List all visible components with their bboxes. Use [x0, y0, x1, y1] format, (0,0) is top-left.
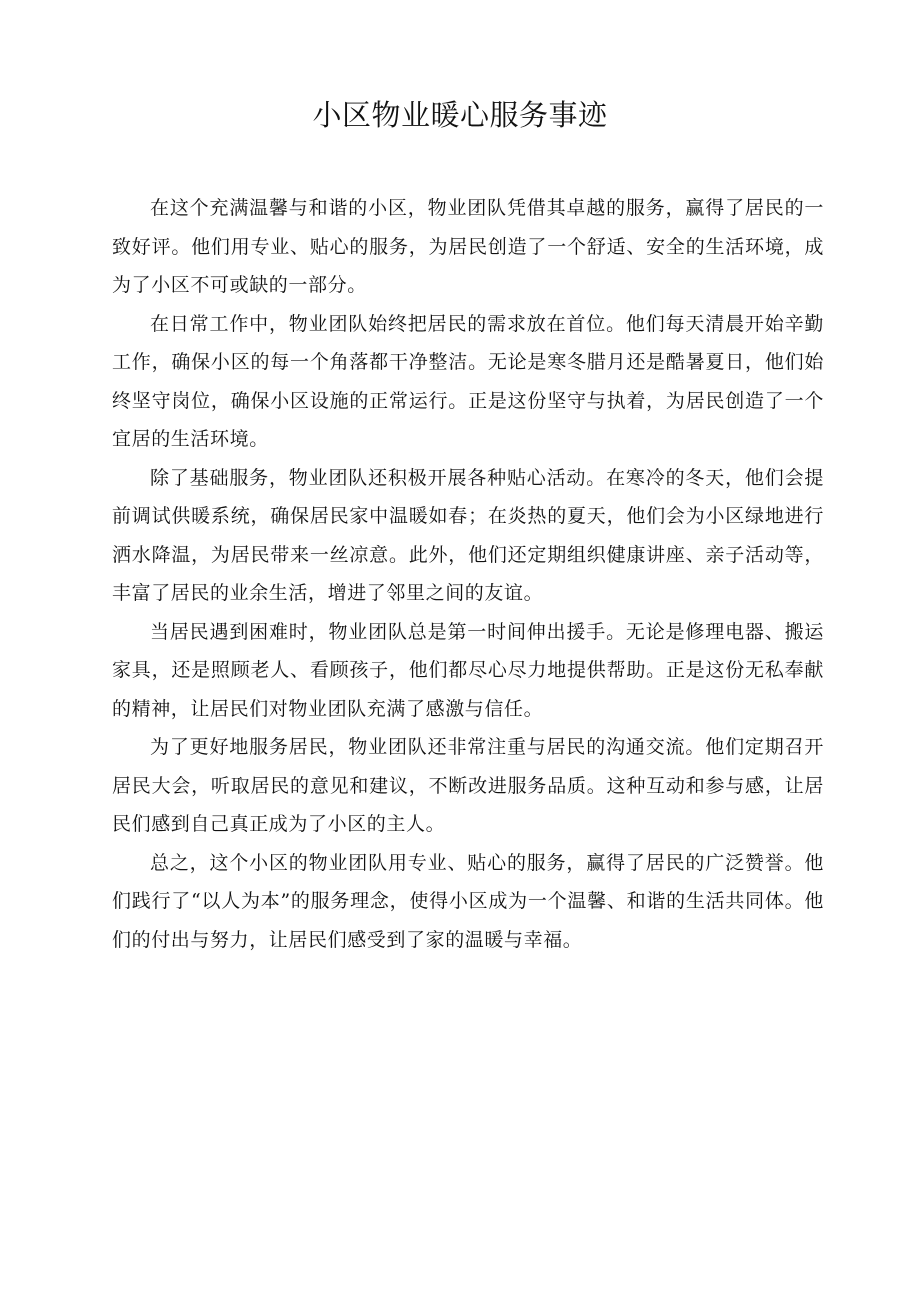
paragraph-2: 在日常工作中，物业团队始终把居民的需求放在首位。他们每天清晨开始辛勤工作，确保小区的每一个角落都干净整洁。无论是寒冬腊月还是酷暑夏日，他们始终坚守岗位，确保小区设施的正常运行。正是这份坚守与执着，为居民创造了一个宜居的生活环境。 — [112, 312, 824, 450]
paragraph-4: 当居民遇到困难时，物业团队总是第一时间伸出援手。无论是修理电器、搬运家具，还是照顾老人、看顾孩子，他们都尽心尽力地提供帮助。正是这份无私奉献的精神，让居民们对物业团队充满了感激与信任。 — [112, 620, 824, 720]
document-body — [112, 189, 824, 959]
page-title: 小区物业暖心服务事迹 — [312, 98, 608, 132]
paragraph-3: 除了基础服务，物业团队还积极开展各种贴心活动。在寒冷的冬天，他们会提前调试供暖系统，确保居民家中温暖如春；在炎热的夏天，他们会为小区绿地进行洒水降温，为居民带来一丝凉意。此外，他们还定期组织健康讲座、亲子活动等，丰富了居民的业余生活，增进了邻里之间的友谊。 — [112, 466, 824, 604]
paragraph-6: 总之，这个小区的物业团队用专业、贴心的服务，赢得了居民的广泛赞誉。他们践行了“以人为本”的服务理念，使得小区成为一个温馨、和谐的生活共同体。他们的付出与努力，让居民们感受到了家的温暖与幸福。 — [112, 851, 824, 951]
paragraph-1: 在这个充满温馨与和谐的小区，物业团队凭借其卓越的服务，赢得了居民的一致好评。他们用专业、贴心的服务，为居民创造了一个舒适、安全的生活环境，成为了小区不可或缺的一部分。 — [112, 197, 824, 296]
paragraph-5: 为了更好地服务居民，物业团队还非常注重与居民的沟通交流。他们定期召开居民大会，听取居民的意见和建议，不断改进服务品质。这种互动和参与感，让居民们感到自己真正成为了小区的主人。 — [112, 736, 824, 835]
